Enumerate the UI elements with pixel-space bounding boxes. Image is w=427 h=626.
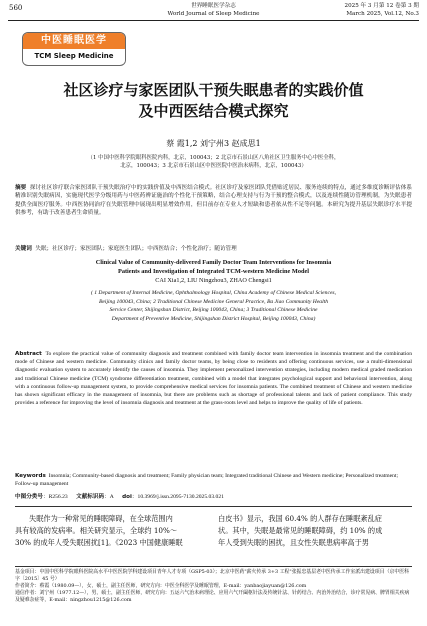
body-line: 状。其中，失眠是最常见的睡眠障碍，约 10% 的成 (218, 526, 383, 535)
section-badge-cn: 中医睡眠医学 (23, 33, 125, 49)
affiliations-cn (15, 154, 412, 170)
abstract-en (15, 350, 412, 407)
article-title-en-line: Patients and Investigation of Integrated TCM-western Medicine Model (117, 268, 310, 275)
keywords-en-text: Insomnia; Community-based diagnosis and treatment; Family physician team; Integrated traditional Chinese and Western medicine; Personalized treatment; Follow-up management (15, 473, 399, 488)
body-line: 失眠作为一种常见的睡眠障碍，在全球范围内 (29, 514, 173, 523)
authors-cn: 蔡 霞1,2 刘宁州3 赵成思1 (166, 139, 261, 148)
body-line: 具有较高的发病率。相关研究显示，全球约 10%～ (15, 526, 178, 535)
footnote-correspondence: 通信作者：刘宁州（1977.12—），男，硕士，副主任医师，研究方向：五运六气治未病理论、应用六气开阖枢针法及传统针法、针药结合、内治外治结合，诊疗常见病、脾胃相关疾病及疑难杂症等，E-mail：ningzhou1215@126.com (15, 590, 410, 603)
header-divider (8, 20, 419, 21)
article-title-en (0, 258, 427, 276)
journal-name-en: World Journal of Sleep Medicine (167, 11, 260, 17)
abstract-en-label: Abstract (15, 351, 42, 357)
footnote-funding: 基金项目：中国中医科学院眼科医院高水平中医医院学科建设项目青年人才专项（GSP5-03）；北京中医药"薪火传承 3+3 工程"张振忠基层老中医传承工作室派出建设项目（京中医科字〔2015〕45 号） (15, 569, 410, 582)
body-line: 年人受到失眠的困扰，且女性失眠患病率高于男 (218, 538, 369, 547)
footnotes (15, 569, 412, 604)
affiliation-en-line: Service Center, Shijingshan District, Beijing 100043, China; 3 Traditional Chinese Medicine (109, 307, 318, 313)
keywords-cn-label: 关键词 (15, 246, 32, 252)
section-badge-en: TCM Sleep Medicine (23, 49, 125, 64)
clc-label: 中图分类号 (15, 494, 43, 500)
section-badge (22, 32, 126, 66)
article-title-en-line: Clinical Value of Community-delivered Family Doctor Team Interventions for Insomnia (95, 259, 332, 266)
doc-code-label: 文献标识码 (76, 494, 105, 500)
keywords-cn (15, 245, 412, 253)
affiliation-line: 北京，100043；3 北京市石景山区中医医院中医治未病科，北京，100043） (120, 163, 307, 169)
issue-info (345, 2, 419, 18)
body-column-right (218, 513, 415, 549)
abstract-cn (15, 184, 412, 217)
abstract-cn-text: 探讨社区诊疗联合家医团队干预失眠治疗中的实践价值及中西医结合模式。社区诊疗及家医团队凭借贴近居民、服务连续的特点，通过多维度诊断评估体系精准识别失眠病因，实施现代医学分级用药与中医药辨证施治的个性化干预策略，结合心理支持与行为干预的整合模式，以及连续性随访管理机制，为失眠患者提供全面医疗服务。中西医协同治疗在失眠管理中展现出明显增效作用，但目前存在专业人才短缺和患者依从性不足等问题。本研究为提升基层失眠诊疗水平提供参考，有助于改善患者生命质量。 (15, 185, 412, 216)
page-number: 560 (9, 4, 23, 12)
body-line: 30% 的成年人受失眠困扰[1]。《2023 中国健康睡眠 (15, 538, 183, 547)
doi-label: doi (122, 494, 132, 500)
affiliation-line: （1 中国中医科学院眼科医院内科，北京，100043；2 北京市石景山区八角社区卫生服务中心中医全科， (87, 155, 340, 161)
abstract-cn-label: 摘要 (15, 185, 27, 191)
affiliation-en-line: Beijing 100043, China; 2 Traditional Chinese Medicine General Practice, Ba Jiao Community Health (99, 298, 328, 305)
body-column-left (15, 513, 212, 549)
classification-line: 中图分类号：R256.23 文献标识码：A doi：10.3969/j.issn.2095-7130.2025.03.021 (15, 494, 224, 500)
issue-info-en: March 2025, Vol.12, No.3 (346, 11, 419, 17)
abstract-en-text: To explore the practical value of community diagnosis and treatment combined with family doctor team intervention in insomnia treatment and the combination mode of Chinese and western medicine. Community clinics and family doctor teams, by being close to residents and offering continuous services, use a multi-dimensional diagnostic evaluation system to accurately identify the causes of insomnia. They implement personalized intervention strategies, including modern medical graded medication and traditional Chinese medicine (TCM) syndrome differentiation treatment, combined with a model that integrates psychological support and behavioral intervention, along with a continuous follow-up management system, to provide comprehensive medical services for insomnia patients. The combined treatment of Chinese and western medicine has shown significant efficacy in the management of insomnia, but there are problems such as shortage of professional talents and lack of patient compliance. This study provides a reference for improving the level of insomnia diagnosis and treatment at the grass-roots level and helps to improve the quality of life of patients. (15, 351, 412, 407)
clc-value: R256.23 (48, 494, 68, 500)
issue-info-cn: 2025 年 3 月第 12 卷第 3 期 (344, 3, 419, 9)
footnote-author: 作者简介：蔡霞（1980.09—），女，硕士，副主任医师，研究方向：中医全科医学及睡眠管理，E-mail：yanbaojiayuan@126.com (15, 583, 307, 589)
affiliations-en (15, 289, 412, 323)
keywords-en (15, 472, 412, 488)
article-title-line1: 社区诊疗与家医团队干预失眠患者的实践价值 (63, 81, 364, 99)
affiliation-en-line: ( 1 Department of Internal Medicine, Ophthalmology Hospital, China Academy of Chinese Medical Sciences, (90, 290, 337, 296)
affiliation-en-line: Department of Preventive Medicine, Shijingshan District Hospital, Beijing 100043, China) (111, 315, 316, 322)
authors-en: CAI Xia1,2, LIU Ningzhou3, ZHAO Chengsi1 (155, 277, 272, 284)
journal-name-cn: 世界睡眠医学杂志 (191, 3, 236, 9)
article-title-line2: 及中西医结合模式探究 (138, 102, 289, 120)
section-divider (15, 506, 412, 507)
doc-code-value: A (109, 494, 114, 500)
keywords-en-label: Keywords (15, 473, 46, 479)
footnote-divider (15, 566, 412, 567)
doi-value[interactable]: 10.3969/j.issn.2095-7130.2025.03.021 (137, 494, 224, 500)
keywords-cn-text: 失眠；社区诊疗；家医团队；家庭医生团队；中西医结合；个性化治疗；随访管理 (35, 246, 237, 252)
body-line: 白皮书》显示，我国 60.4% 的人群存在睡眠紊乱症 (218, 514, 382, 523)
